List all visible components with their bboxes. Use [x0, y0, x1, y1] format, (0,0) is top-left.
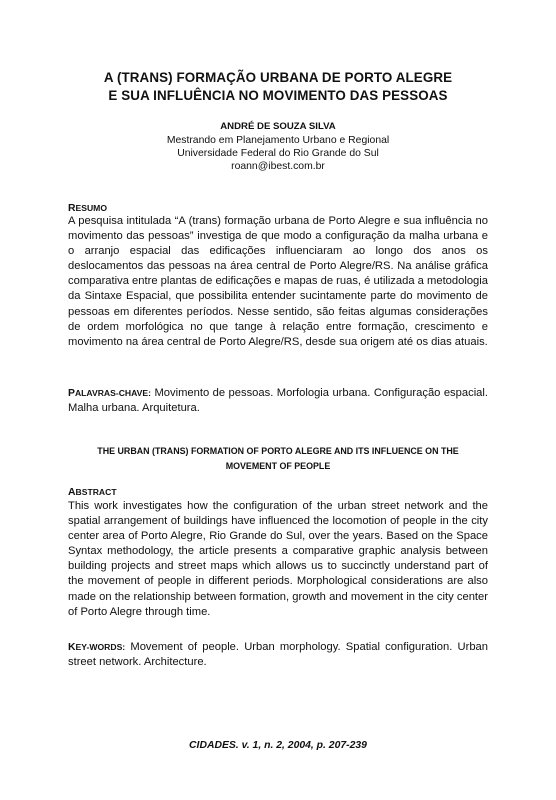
title-line-2: E SUA INFLUÊNCIA NO MOVIMENTO DAS PESSOAS	[108, 88, 448, 103]
abstract-text: This work investigates how the configuration of the urban street network and the spatial arrangement of buildings have influenced the locomotion of people in the city center area of Porto Alegre, Rio Grande do Sul, over the years. Based on the Space Syntax methodology, the article presents a comparative graphic analysis between building projects and street maps which allows us to succinctly understand part of the movement of people in different periods. Morphological considerations are also made on the relationship between formation, growth and movement in the city center of Porto Alegre through time.	[68, 500, 488, 618]
english-title	[68, 444, 488, 474]
keywords-label-initial: K	[68, 642, 76, 653]
abstract-heading-initial: A	[68, 487, 76, 498]
resumo-text: A pesquisa intitulada “A (trans) formação urbana de Porto Alegre e sua influência no movimento das pessoas” investiga de que modo a configuração da malha urbana e o arranjo espacial das edificações influenciaram ao longo dos anos os deslocamentos das pessoas na área central de Porto Alegre/RS. Na análise gráfica comparativa entre plantas de edificações e mapas de ruas, é utilizada a metodologia da Sintaxe Espacial, que possibilita entender sucintamente parte do movimento de pessoas em diferentes períodos. Nesse sentido, são feitas algumas considerações de ordem morfológica no que tange à relação entre formação, crescimento e movimento na área central de Porto Alegre/RS, desde sua origem até os dias atuais.	[68, 215, 488, 348]
resumo-heading-rest: ESUMO	[75, 203, 108, 213]
article-title	[68, 69, 488, 105]
keywords-label-rest: EY-WORDS:	[75, 642, 126, 652]
keywords-text: Movement of people. Urban morphology. Spatial configuration. Urban street network. Architecture.	[68, 641, 489, 669]
palavras-chave-label-initial: P	[68, 388, 75, 399]
author-email: roann@ibest.com.br	[231, 161, 325, 172]
author-name: ANDRÉ DE SOUZA SILVA	[220, 121, 336, 132]
journal-citation-footer: CIDADES. v. 1, n. 2, 2004, p. 207-239	[189, 740, 367, 751]
english-title-line-2: MOVEMENT OF PEOPLE	[225, 461, 331, 471]
title-line-1: A (TRANS) FORMAÇÃO URBANA DE PORTO ALEGRE	[103, 70, 453, 85]
resumo-heading	[68, 203, 107, 214]
palavras-chave-text: Movimento de pessoas. Morfologia urbana. Configuração espacial. Malha urbana. Arquitetura.	[68, 387, 488, 415]
palavras-chave-label-rest: ALAVRAS-CHAVE:	[74, 388, 152, 398]
affiliation-program: Mestrando em Planejamento Urbano e Regional	[166, 135, 390, 146]
keywords-label	[68, 642, 125, 653]
abstract-heading-rest: BSTRACT	[75, 487, 117, 497]
palavras-chave	[68, 386, 488, 416]
affiliation-university: Universidade Federal do Rio Grande do Sul	[177, 148, 379, 159]
resumo-heading-initial: R	[68, 203, 76, 214]
keywords	[68, 640, 488, 670]
palavras-chave-label	[68, 388, 151, 399]
abstract-heading	[68, 487, 117, 498]
english-title-line-1: THE URBAN (TRANS) FORMATION OF PORTO ALEGRE AND ITS INFLUENCE ON THE	[97, 446, 459, 456]
